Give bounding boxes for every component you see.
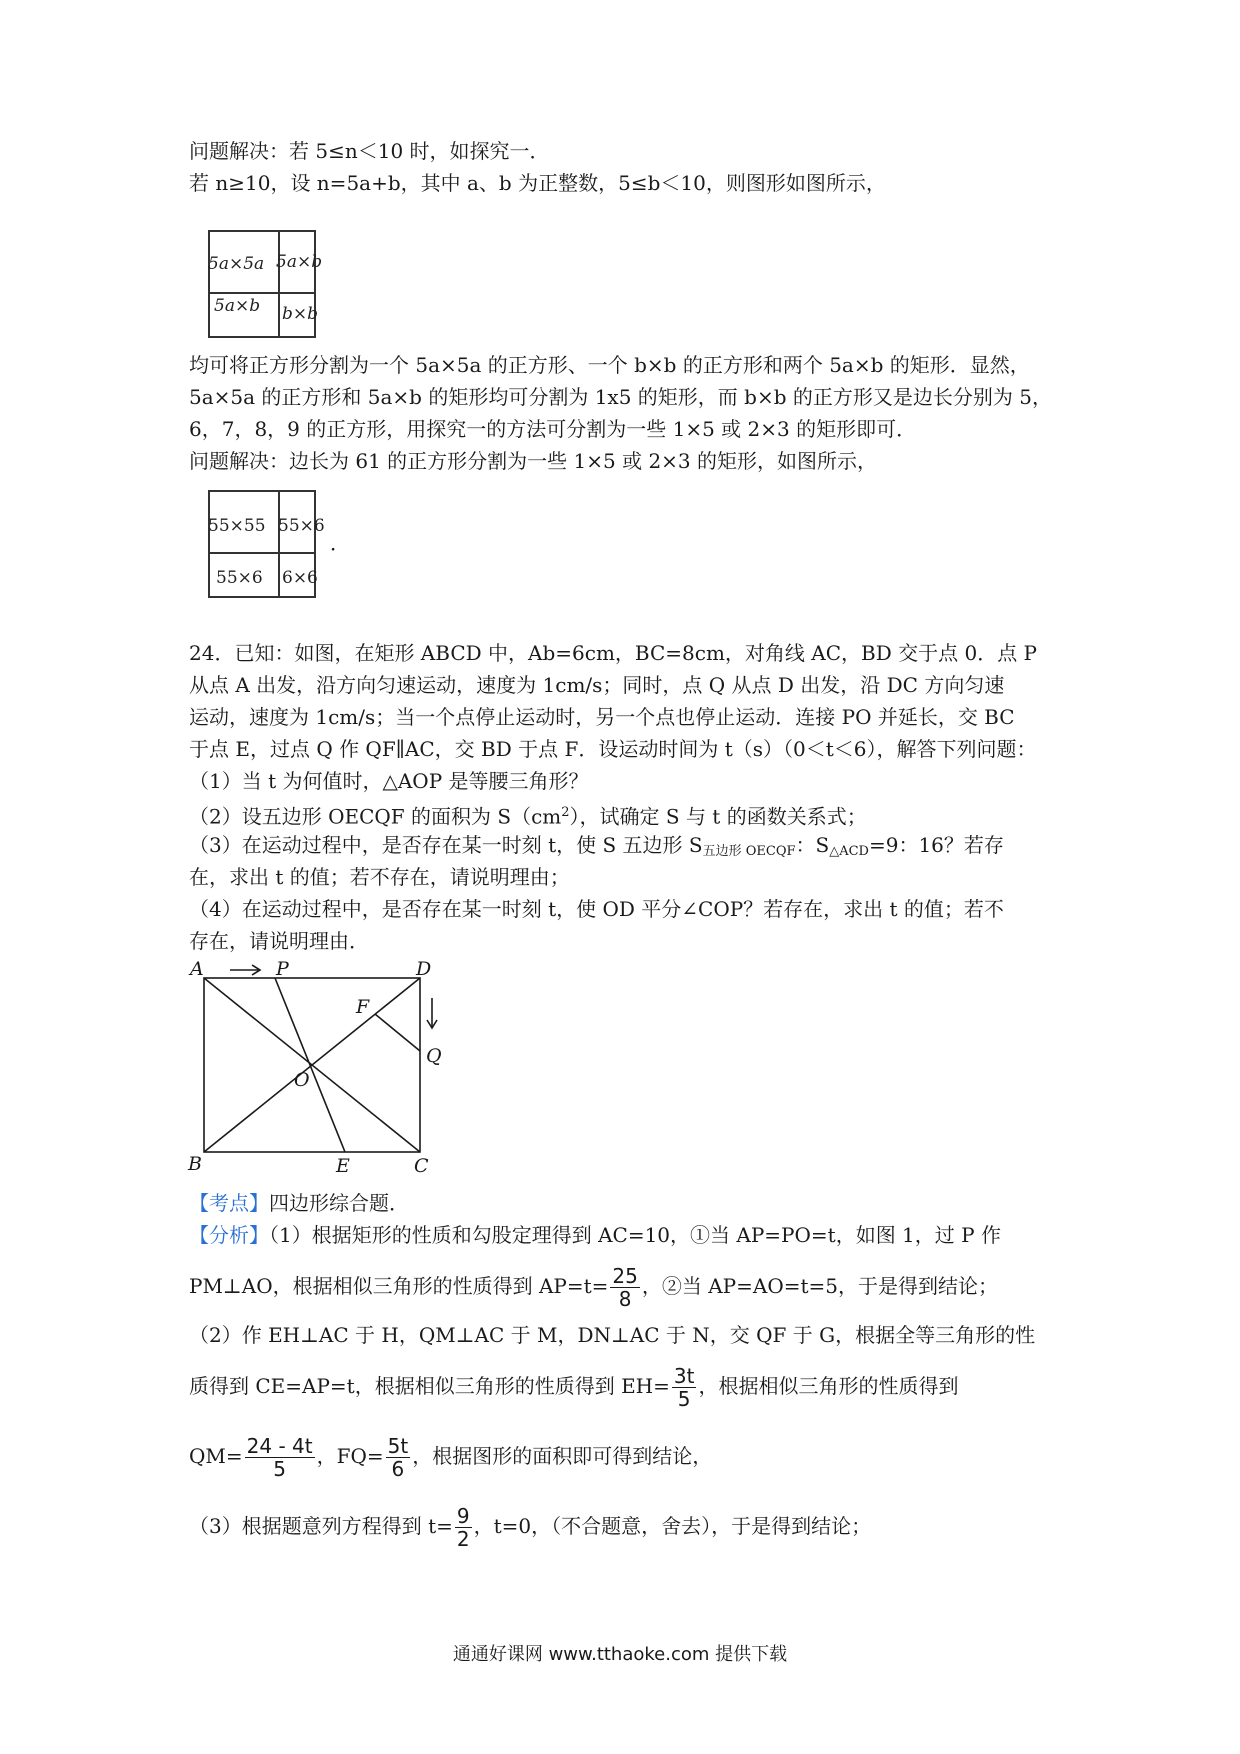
kaodian-tag: 【考点】 (189, 1191, 269, 1215)
fraction: $\frac{3t}{5}$ (673, 1364, 695, 1411)
question-line: 从点 A 出发，沿方向匀速运动，速度为 1cm/s；同时，点 Q 从点 D 出发，沿 DC 方向匀速 (189, 673, 1005, 697)
grid-figure-2 (208, 490, 325, 598)
grid-cell-label: 5a×b (214, 296, 261, 316)
vertex-label: Q (426, 1045, 442, 1067)
grid-figure-1 (208, 230, 323, 338)
text-line: 问题解决：边长为 61 的正方形分割为一些 1×5 或 2×3 的矩形，如图所示， (189, 449, 878, 473)
text-line: 若 n≥10，设 n=5a+b，其中 a、b 为正整数，5≤b＜10，则图形如图所示， (189, 171, 886, 195)
grid-cell-label: 5a×b (276, 252, 323, 272)
vertex-label: A (190, 960, 204, 980)
grid-cell-label: 6×6 (282, 568, 318, 588)
grid-cell-label: 55×6 (278, 516, 325, 536)
grid-cell-label: 5a×5a (208, 254, 265, 274)
analysis-line: 【分析】（1）根据矩形的性质和勾股定理得到 AC=10，①当 AP=PO=t，如图 1，过 P 作 (189, 1223, 1001, 1247)
analysis-line: PM⊥AO，根据相似三角形的性质得到 AP=t= $\frac{25}{8}$ ，②当 AP=AO=t=5，于是得到结论； (189, 1264, 998, 1311)
question-line: 于点 E，过点 Q 作 QF∥AC，交 BD 于点 F．设运动时间为 t（s）（0＜t＜6），解答下列问题： (189, 737, 1037, 761)
vertex-label: B (188, 1153, 202, 1175)
analysis-line: 质得到 CE=AP=t，根据相似三角形的性质得到 EH= $\frac{3t}{5}$ ，根据相似三角形的性质得到 (189, 1364, 959, 1411)
text-line: 均可将正方形分割为一个 5a×5a 的正方形、一个 b×b 的正方形和两个 5a×b 的矩形．显然， (189, 353, 1030, 377)
vertex-label: D (416, 960, 432, 980)
grid-cell-label: 55×55 (208, 516, 266, 536)
vertex-label: E (336, 1155, 350, 1177)
page-footer: 通通好课网 www.tthaoke.com 提供下载 (452, 1644, 788, 1665)
grid-cell-label: 55×6 (216, 568, 263, 588)
vertex-label: O (294, 1069, 310, 1091)
question-line: （3）在运动过程中，是否存在某一时刻 t，使 S 五边形 $S_{五边形 OECQF}$：$S_{\triangle ACD}=9$：16？若存 (189, 833, 1004, 859)
question-line: 存在，请说明理由． (189, 929, 369, 953)
kaodian-line: 【考点】四边形综合题． (189, 1191, 409, 1215)
fraction: $\frac{9}{2}$ (456, 1504, 470, 1551)
rectangle-figure (180, 960, 450, 1180)
analysis-line: （3）根据题意列方程得到 t= $\frac{9}{2}$ ，t=0，（不合题意，舍去），于是得到结论； (189, 1504, 872, 1551)
question-line: 运动，速度为 1cm/s；当一个点停止运动时，另一个点也停止运动．连接 PO 并延长，交 BC (189, 705, 1015, 729)
text-line: 5a×5a 的正方形和 5a×b 的矩形均可分割为 1x5 的矩形，而 b×b 的正方形又是边长分别为 5， (189, 385, 1052, 409)
grid-cell-label: b×b (282, 304, 319, 324)
analysis-tag: 【分析】 (189, 1223, 269, 1247)
question-line: 24．已知：如图，在矩形 ABCD 中，Ab=6cm，BC=8cm，对角线 AC，BD 交于点 0．点 P (189, 641, 1038, 665)
question-line: （4）在运动过程中，是否存在某一时刻 t，使 OD 平分∠COP？若存在，求出 t 的值；若不 (189, 897, 1004, 921)
fraction: $\frac{5t}{6}$ (387, 1434, 409, 1481)
vertex-label: P (276, 960, 289, 980)
vertex-label: C (414, 1155, 429, 1177)
text-line: 6，7，8，9 的正方形，用探究一的方法可分割为一些 1×5 或 2×3 的矩形即可． (189, 417, 917, 441)
analysis-line: QM= $\frac{24 - 4t}{5}$ ，FQ= $\frac{5t}{6}$ ，根据图形的面积即可得到结论， (189, 1434, 713, 1481)
fraction: $\frac{24 - 4t}{5}$ (246, 1434, 313, 1481)
text-line: 问题解决：若 5≤n＜10 时，如探究一． (189, 139, 550, 163)
vertex-label: F (356, 996, 370, 1018)
question-line: （2）设五边形 OECQF 的面积为 $S(cm^2)$，试确定 S 与 t 的函数关系式； (189, 804, 867, 829)
question-line: 在，求出 t 的值；若不存在，请说明理由； (189, 865, 570, 889)
analysis-line: （2）作 EH⊥AC 于 H，QM⊥AC 于 M，DN⊥AC 于 N，交 QF 于 G，根据全等三角形的性 (189, 1323, 1036, 1347)
question-line: （1）当 t 为何值时，△AOP 是等腰三角形？ (189, 769, 589, 793)
fraction: $\frac{25}{8}$ (612, 1264, 638, 1311)
trailing-period: ． (330, 531, 350, 555)
